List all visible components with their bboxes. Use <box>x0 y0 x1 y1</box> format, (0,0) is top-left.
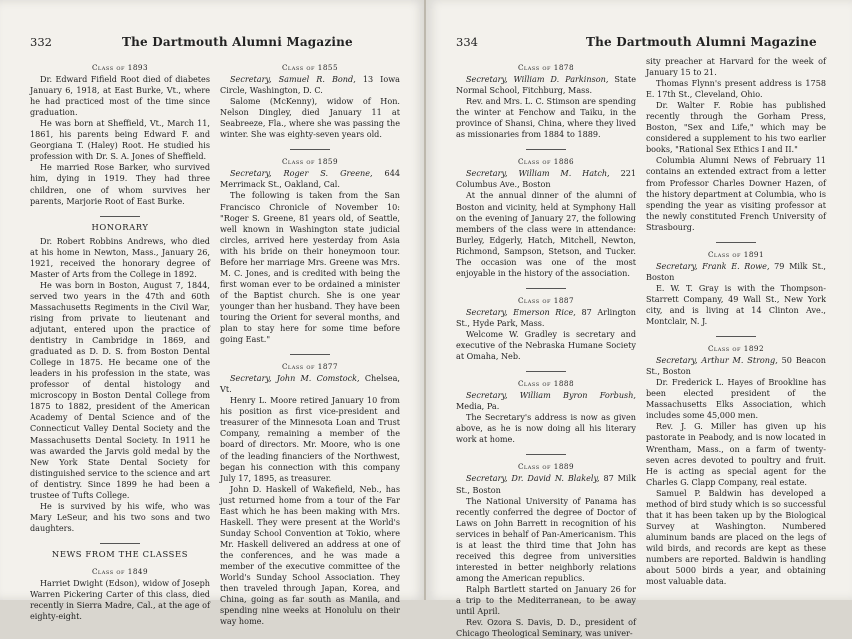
paragraph: He is survived by his wife, who was Mary LeSeur, and his two sons and two daughters. <box>30 500 210 533</box>
secretary-label: Secretary, <box>466 168 508 179</box>
class-secretary-line <box>646 261 826 283</box>
secretary-name: William Byron Forbush, <box>519 390 636 401</box>
paragraph: E. W. T. Gray is with the Thompson-Starrett Company, 49 Wall St., New York city, and is living at 14 Clinton Ave., Montclair, N. J. <box>646 282 826 327</box>
secretary-address: Media, Pa. <box>456 401 500 412</box>
paragraph: Columbia Alumni News of February 11 contains an extended extract from a letter from Professor Charles Downer Hazen, of the history department at Columbia, who is spending the year as visiting professor at the newly constituted French University of Strasbourg. <box>646 155 826 232</box>
class-secretary-line <box>456 307 636 329</box>
paragraph: John D. Haskell of Wakefield, Neb., has just returned home from a tour of the Far East which he has been making with Mrs. Haskell. They were present at the World's Sunday School Convention at Tokio, where Mr. Haskell delivered an address at one of the conferences, and he was made a member of the executive committee of the World's Sunday School Association. They then traveled through Japan, Korea, and China, going as far south as Manila, and spending nine weeks at Honolulu on their way home. <box>220 483 400 627</box>
class-heading: Class of 1887 <box>517 295 575 305</box>
paragraph: He married Rose Barker, who survived him, dying in 1919. They had three children, one of whom survives her parents, Marjorie Root of East Burke. <box>30 162 210 206</box>
right-page-number: 334 <box>456 35 478 49</box>
class-heading: Class of 1893 <box>91 63 149 72</box>
paragraph: The Secretary's address is now as given above, as he is now doing all his literary work at home. <box>456 412 636 445</box>
secretary-name: William D. Parkinson, <box>513 74 609 85</box>
secretary-label: Secretary, <box>230 168 272 179</box>
class-heading: Class of 1891 <box>707 249 765 259</box>
secretary-label: Secretary, <box>466 306 508 317</box>
class-heading: Class of 1888 <box>517 379 575 389</box>
class-heading: Class of 1889 <box>517 462 575 472</box>
secretary-address: Chelsea, Vt. <box>220 373 400 395</box>
paragraph: Dr. Frederick L. Hayes of Brookline has been elected president of the Massachusetts Elks Association, which includes some 45,000 men. <box>646 377 826 421</box>
secretary-label: Secretary, <box>656 355 698 366</box>
paragraph: Rev. and Mrs. L. C. Stimson are spending the winter at Fenchow and Taiku, in the province of Shansi, China, where they lived as missionaries from 1884 to 1889. <box>456 96 636 140</box>
secretary-label: Secretary, <box>466 390 508 401</box>
secretary-name: Frank E. Rowe, <box>702 260 770 271</box>
right-running-title: The Dartmouth Alumni Magazine <box>586 35 817 49</box>
paragraph: Rev. J. G. Miller has given up his pastorate in Peabody, and is now located in Wrentham, Mass., on a farm of twenty-seven acres devoted to poultry and fruit. He is acting as special agent for the Charles G. Clapp Company, real estate. <box>646 421 826 487</box>
class-heading: Class of 1892 <box>707 344 765 354</box>
left-page-header <box>30 33 410 51</box>
divider-rule <box>716 242 756 243</box>
paragraph: Dr. Walter F. Robie has published recently through the Gorham Press, Boston, "Sex and Life," which may be considered a supplement to his two earlier books, "Rational Sex Ethics I and II." <box>646 100 826 155</box>
secretary-address: 13 Iowa Circle, Washington, D. C. <box>220 74 400 96</box>
divider-rule <box>100 216 140 217</box>
secretary-address: 87 Arlington St., Hyde Park, Mass. <box>456 306 637 328</box>
paragraph: Rev. Ozora S. Davis, D. D., president of Chicago Theological Seminary, was univer- <box>456 617 636 639</box>
paragraph: Salome (McKenny), widow of Hon. Nelson Dingley, died January 11 at Seabreeze, Fla., where she was passing the winter. She was eighty-seven years old. <box>220 96 400 140</box>
secretary-address: 644 Merrimack St., Oakland, Cal. <box>220 168 400 190</box>
class-secretary-line <box>646 355 826 377</box>
secretary-address: 87 Milk St., Boston <box>456 473 636 495</box>
paragraph: The following is taken from the San Francisco Chronicle of November 10: "Roger S. Greene, 81 years old, of Seattle, well known in Washington state judicial circles, arrived here yesterday from Asia with his bride on their honeymoon tour. Before her marriage Mrs. Greene was Mrs. M. C. Jones, and is credited with being the first woman ever to be ordained a minister of the Baptist church. She is one year younger than her husband. They have been touring the Orient for several months, and plan to stay here for some time before going East." <box>220 190 400 345</box>
class-secretary-line <box>456 168 636 190</box>
secretary-label: Secretary, <box>466 473 508 484</box>
paragraph: Ralph Bartlett started on January 26 for a trip to the Mediterranean, to be away until April. <box>456 583 636 617</box>
secretary-name: Emerson Rice, <box>513 306 576 317</box>
paragraph: Welcome W. Gradley is secretary and executive of the Nebraska Humane Society at Omaha, Neb. <box>456 328 636 362</box>
divider-rule <box>526 288 566 289</box>
secretary-name: Dr. David N. Blakely, <box>511 473 600 484</box>
divider-rule <box>716 336 756 337</box>
section-heading: HONORARY <box>91 221 149 232</box>
class-heading: Class of 1859 <box>281 157 339 167</box>
secretary-address: 221 Columbus Ave., Boston <box>456 168 637 190</box>
class-heading: Class of 1886 <box>517 157 575 167</box>
class-secretary-line <box>456 74 636 96</box>
secretary-label: Secretary, <box>230 373 272 384</box>
secretary-label: Secretary, <box>656 260 698 271</box>
secretary-address: 50 Beacon St., Boston <box>646 355 827 377</box>
paragraph: At the annual dinner of the alumni of Boston and vicinity, held at Symphony Hall on the evening of January 27, the following members of the class were in attendance: Burley, Edgerly, Hatch, Mitchell, Newton, Richmond, Sampson, Stetson, and Tucker. The occasion was one of the most enjoyable in the history of the association. <box>456 190 636 278</box>
class-secretary-line <box>220 74 400 96</box>
class-secretary-line <box>220 168 400 190</box>
paragraph: He was born in Boston, August 7, 1844, served two years in the 47th and 60th Massachusetts Regiments in the Civil War, rising from private to lieutenant and adjutant, entered upon the practice of dentistry in Cambridge in 1869, and graduated as D. D. S. from Boston Dental College in 1875. He became one of the leaders in his profession in the state, was professor of dental histology and microscopy in Boston Dental College from 1875 to 1882, president of the American Academy of Dental Science and of the Connecticut Valley Dental Society and the Massachusetts Dental Society. In 1911 he was awarded the Jarvis gold medal by the New York State Dental Society for distinguished service to the science and art of dentistry. Since 1899 he had been a trustee of Tufts College. <box>30 279 210 500</box>
paragraph: Dr. Edward Fifield Root died of diabetes January 6, 1918, at East Burke, Vt., where he had practiced most of the time since graduation. <box>30 74 210 118</box>
left-page-number: 332 <box>30 35 52 49</box>
paragraph: Henry L. Moore retired January 10 from his position as first vice-president and treasurer of the Minnesota Loan and Trust Company, remaining a member of the board of directors. Mr. Moore, who is one of the leading financiers of the Northwest, began his connection with this company July 17, 1895, as treasurer. <box>220 395 400 483</box>
divider-rule <box>290 354 330 355</box>
left-column-1 <box>30 56 210 622</box>
section-heading: NEWS FROM THE CLASSES <box>51 548 189 559</box>
class-secretary-line <box>456 390 636 412</box>
paragraph: Dr. Robert Robbins Andrews, who died at his home in Newton, Mass., January 26, 1921, received the honorary degree of Master of Arts from the College in 1892. <box>30 235 210 279</box>
left-page <box>0 0 426 627</box>
class-heading: Class of 1849 <box>91 566 149 576</box>
secretary-name: John M. Comstock, <box>276 373 360 384</box>
secretary-address: 79 Milk St., Boston <box>646 260 826 282</box>
divider-rule <box>526 371 566 372</box>
secretary-name: Samuel R. Bond, <box>278 74 356 85</box>
left-running-title: The Dartmouth Alumni Magazine <box>122 35 353 49</box>
class-heading: Class of 1877 <box>281 362 339 372</box>
left-column-2 <box>220 56 400 627</box>
secretary-label: Secretary, <box>466 74 508 85</box>
right-page <box>426 0 852 639</box>
divider-rule <box>526 149 566 150</box>
secretary-name: William M. Hatch, <box>518 168 610 179</box>
paragraph: The National University of Panama has recently conferred the degree of Doctor of Laws on John Barrett in recognition of his services in behalf of Pan-Americanism. This is at least the third time that John has received this degree from universities interested in better neighborly relations among the American republics. <box>456 495 636 583</box>
secretary-name: Arthur M. Strong, <box>701 355 778 366</box>
right-column-2 <box>646 56 826 587</box>
paragraph: Harriet Dwight (Edson), widow of Joseph Warren Pickering Carter of this class, died recently in Sierra Madre, Cal., at the age of eighty-eight. <box>30 578 210 622</box>
secretary-address: State Normal School, Fitchburg, Mass. <box>456 74 636 96</box>
right-page-header <box>456 33 836 51</box>
class-heading: Class of 1855 <box>281 63 339 72</box>
divider-rule <box>290 149 330 150</box>
paragraph: Thomas Flynn's present address is 1758 E. 17th St., Cleveland, Ohio. <box>646 78 826 100</box>
right-column-1 <box>456 56 636 639</box>
divider-rule <box>526 454 566 455</box>
secretary-label: Secretary, <box>230 74 272 85</box>
class-heading: Class of 1878 <box>517 63 575 72</box>
secretary-name: Roger S. Greene, <box>283 168 373 179</box>
class-secretary-line <box>456 473 636 495</box>
divider-rule <box>100 543 140 544</box>
paragraph: He was born at Sheffield, Vt., March 11, 1861, his parents being Edward F. and Georgiana T. (Haley) Root. He studied his profession with Dr. S. A. Jones of Sheffield. <box>30 118 210 162</box>
paragraph: Samuel P. Baldwin has developed a method of bird study which is so successful that it has been taken up by the Biological Survey at Washington. Numbered aluminum bands are placed on the legs of wild birds, and records are kept as these numbers are reported. Baldwin is handling about 5000 birds a year, and obtaining most valuable data. <box>646 487 826 587</box>
class-secretary-line <box>220 373 400 395</box>
paragraph: sity preacher at Harvard for the week of January 15 to 21. <box>646 56 826 78</box>
